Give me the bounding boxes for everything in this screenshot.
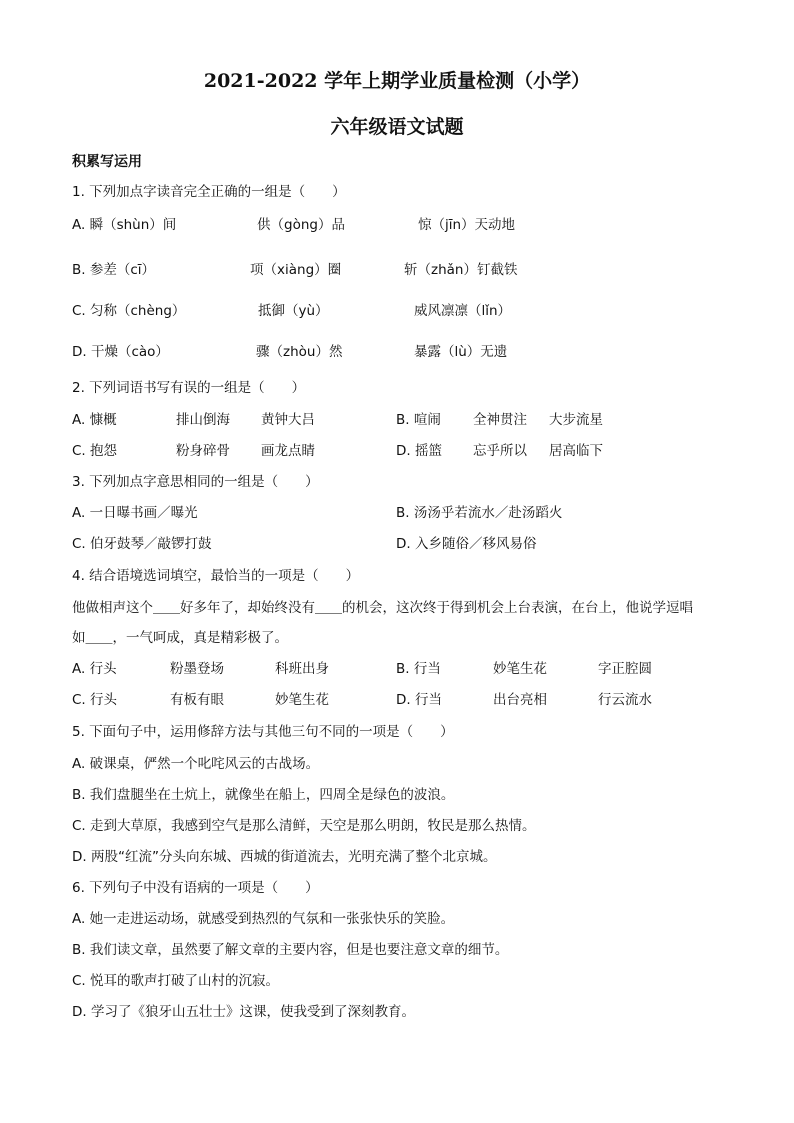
q4-option-c-3: 妙笔生花 <box>275 692 329 708</box>
section-heading: 积累写运用 <box>72 154 142 170</box>
q4-stem: 4. 结合语境选词填空，最恰当的一项是（ ） <box>72 568 360 584</box>
q2-option-b-1: B. 喧闹 <box>396 412 441 428</box>
q2-stem: 2. 下列词语书写有误的一组是（ ） <box>72 380 306 396</box>
q3-option-d: D. 入乡随俗／移风易俗 <box>396 536 537 552</box>
q1-option-a-2: 供（gòng）品 <box>257 217 345 233</box>
q4-passage-line-1: 他做相声这个＿＿好多年了，却始终没有＿＿的机会，这次终于得到机会上台表演，在台上，他说学逗唱 <box>72 600 693 616</box>
q1-option-b-2: 项（xiàng）圈 <box>250 262 342 278</box>
q3-stem: 3. 下列加点字意思相同的一组是（ ） <box>72 474 319 490</box>
q2-option-b-2: 全神贯注 <box>473 412 527 428</box>
q4-option-d-2: 出台亮相 <box>493 692 547 708</box>
q2-option-a-1: A. 慷概 <box>72 412 117 428</box>
q5-option-b: B. 我们盘腿坐在土炕上，就像坐在船上，四周全是绿色的波浪。 <box>72 787 455 803</box>
q5-option-c: C. 走到大草原，我感到空气是那么清鲜，天空是那么明朗，牧民是那么热情。 <box>72 818 536 834</box>
q1-option-a-3: 惊（jīn）天动地 <box>418 217 516 233</box>
q2-option-b-3: 大步流星 <box>549 412 603 428</box>
q1-option-a-1: A. 瞬（shùn）间 <box>72 217 177 233</box>
q3-option-b: B. 汤汤乎若流水／赴汤蹈火 <box>396 505 563 521</box>
q4-option-d-3: 行云流水 <box>598 692 652 708</box>
q6-option-c: C. 悦耳的歌声打破了山村的沉寂。 <box>72 973 280 989</box>
q4-option-c-1: C. 行头 <box>72 692 118 708</box>
q2-option-a-3: 黄钟大吕 <box>261 412 315 428</box>
q4-option-d-1: D. 行当 <box>396 692 442 708</box>
exam-title: 2021-2022 学年上期学业质量检测（小学） <box>203 70 591 92</box>
q6-option-a: A. 她一走进运动场，就感受到热烈的气氛和一张张快乐的笑脸。 <box>72 911 455 927</box>
q4-option-a-3: 科班出身 <box>275 661 329 677</box>
q2-option-c-3: 画龙点睛 <box>261 443 315 459</box>
q4-option-a-1: A. 行头 <box>72 661 117 677</box>
q1-option-c-2: 抵御（yù） <box>258 303 329 319</box>
q4-option-b-1: B. 行当 <box>396 661 441 677</box>
q2-option-d-1: D. 摇篮 <box>396 443 442 459</box>
q2-option-d-2: 忘乎所以 <box>473 443 527 459</box>
q6-stem: 6. 下列句子中没有语病的一项是（ ） <box>72 880 319 896</box>
q1-option-b-1: B. 参差（cī） <box>72 262 156 278</box>
q2-option-a-2: 排山倒海 <box>176 412 230 428</box>
q6-option-d: D. 学习了《狼牙山五壮士》这课，使我受到了深刻教育。 <box>72 1004 415 1020</box>
q1-option-d-1: D. 干燥（cào） <box>72 344 169 360</box>
q5-option-a: A. 破课桌，俨然一个叱咤风云的古战场。 <box>72 756 320 772</box>
q1-option-d-2: 骤（zhòu）然 <box>256 344 343 360</box>
q1-option-b-3: 斩（zhǎn）钉截铁 <box>404 262 518 278</box>
q1-stem: 1. 下列加点字读音完全正确的一组是（ ） <box>72 184 346 200</box>
q3-option-c: C. 伯牙鼓琴／敲锣打鼓 <box>72 536 212 552</box>
q6-option-b: B. 我们读文章，虽然要了解文章的主要内容，但是也要注意文章的细节。 <box>72 942 509 958</box>
q4-passage-line-2: 如＿＿，一气呵成，真是精彩极了。 <box>72 630 288 646</box>
q4-option-b-3: 字正腔圆 <box>598 661 652 677</box>
q1-option-d-3: 暴露（lù）无遗 <box>414 344 508 360</box>
q2-option-d-3: 居高临下 <box>549 443 603 459</box>
q5-option-d: D. 两股“红流”分头向东城、西城的街道流去，光明充满了整个北京城。 <box>72 849 497 865</box>
q1-option-c-1: C. 匀称（chèng） <box>72 303 186 319</box>
q2-option-c-1: C. 抱怨 <box>72 443 118 459</box>
q5-stem: 5. 下面句子中，运用修辞方法与其他三句不同的一项是（ ） <box>72 724 454 740</box>
q4-option-c-2: 有板有眼 <box>170 692 224 708</box>
q4-option-b-2: 妙笔生花 <box>493 661 547 677</box>
exam-subtitle: 六年级语文试题 <box>330 116 464 138</box>
q2-option-c-2: 粉身碎骨 <box>176 443 230 459</box>
q1-option-c-3: 威风凛凛（lǐn） <box>414 303 512 319</box>
q3-option-a: A. 一日曝书画／曝光 <box>72 505 198 521</box>
q4-option-a-2: 粉墨登场 <box>170 661 224 677</box>
